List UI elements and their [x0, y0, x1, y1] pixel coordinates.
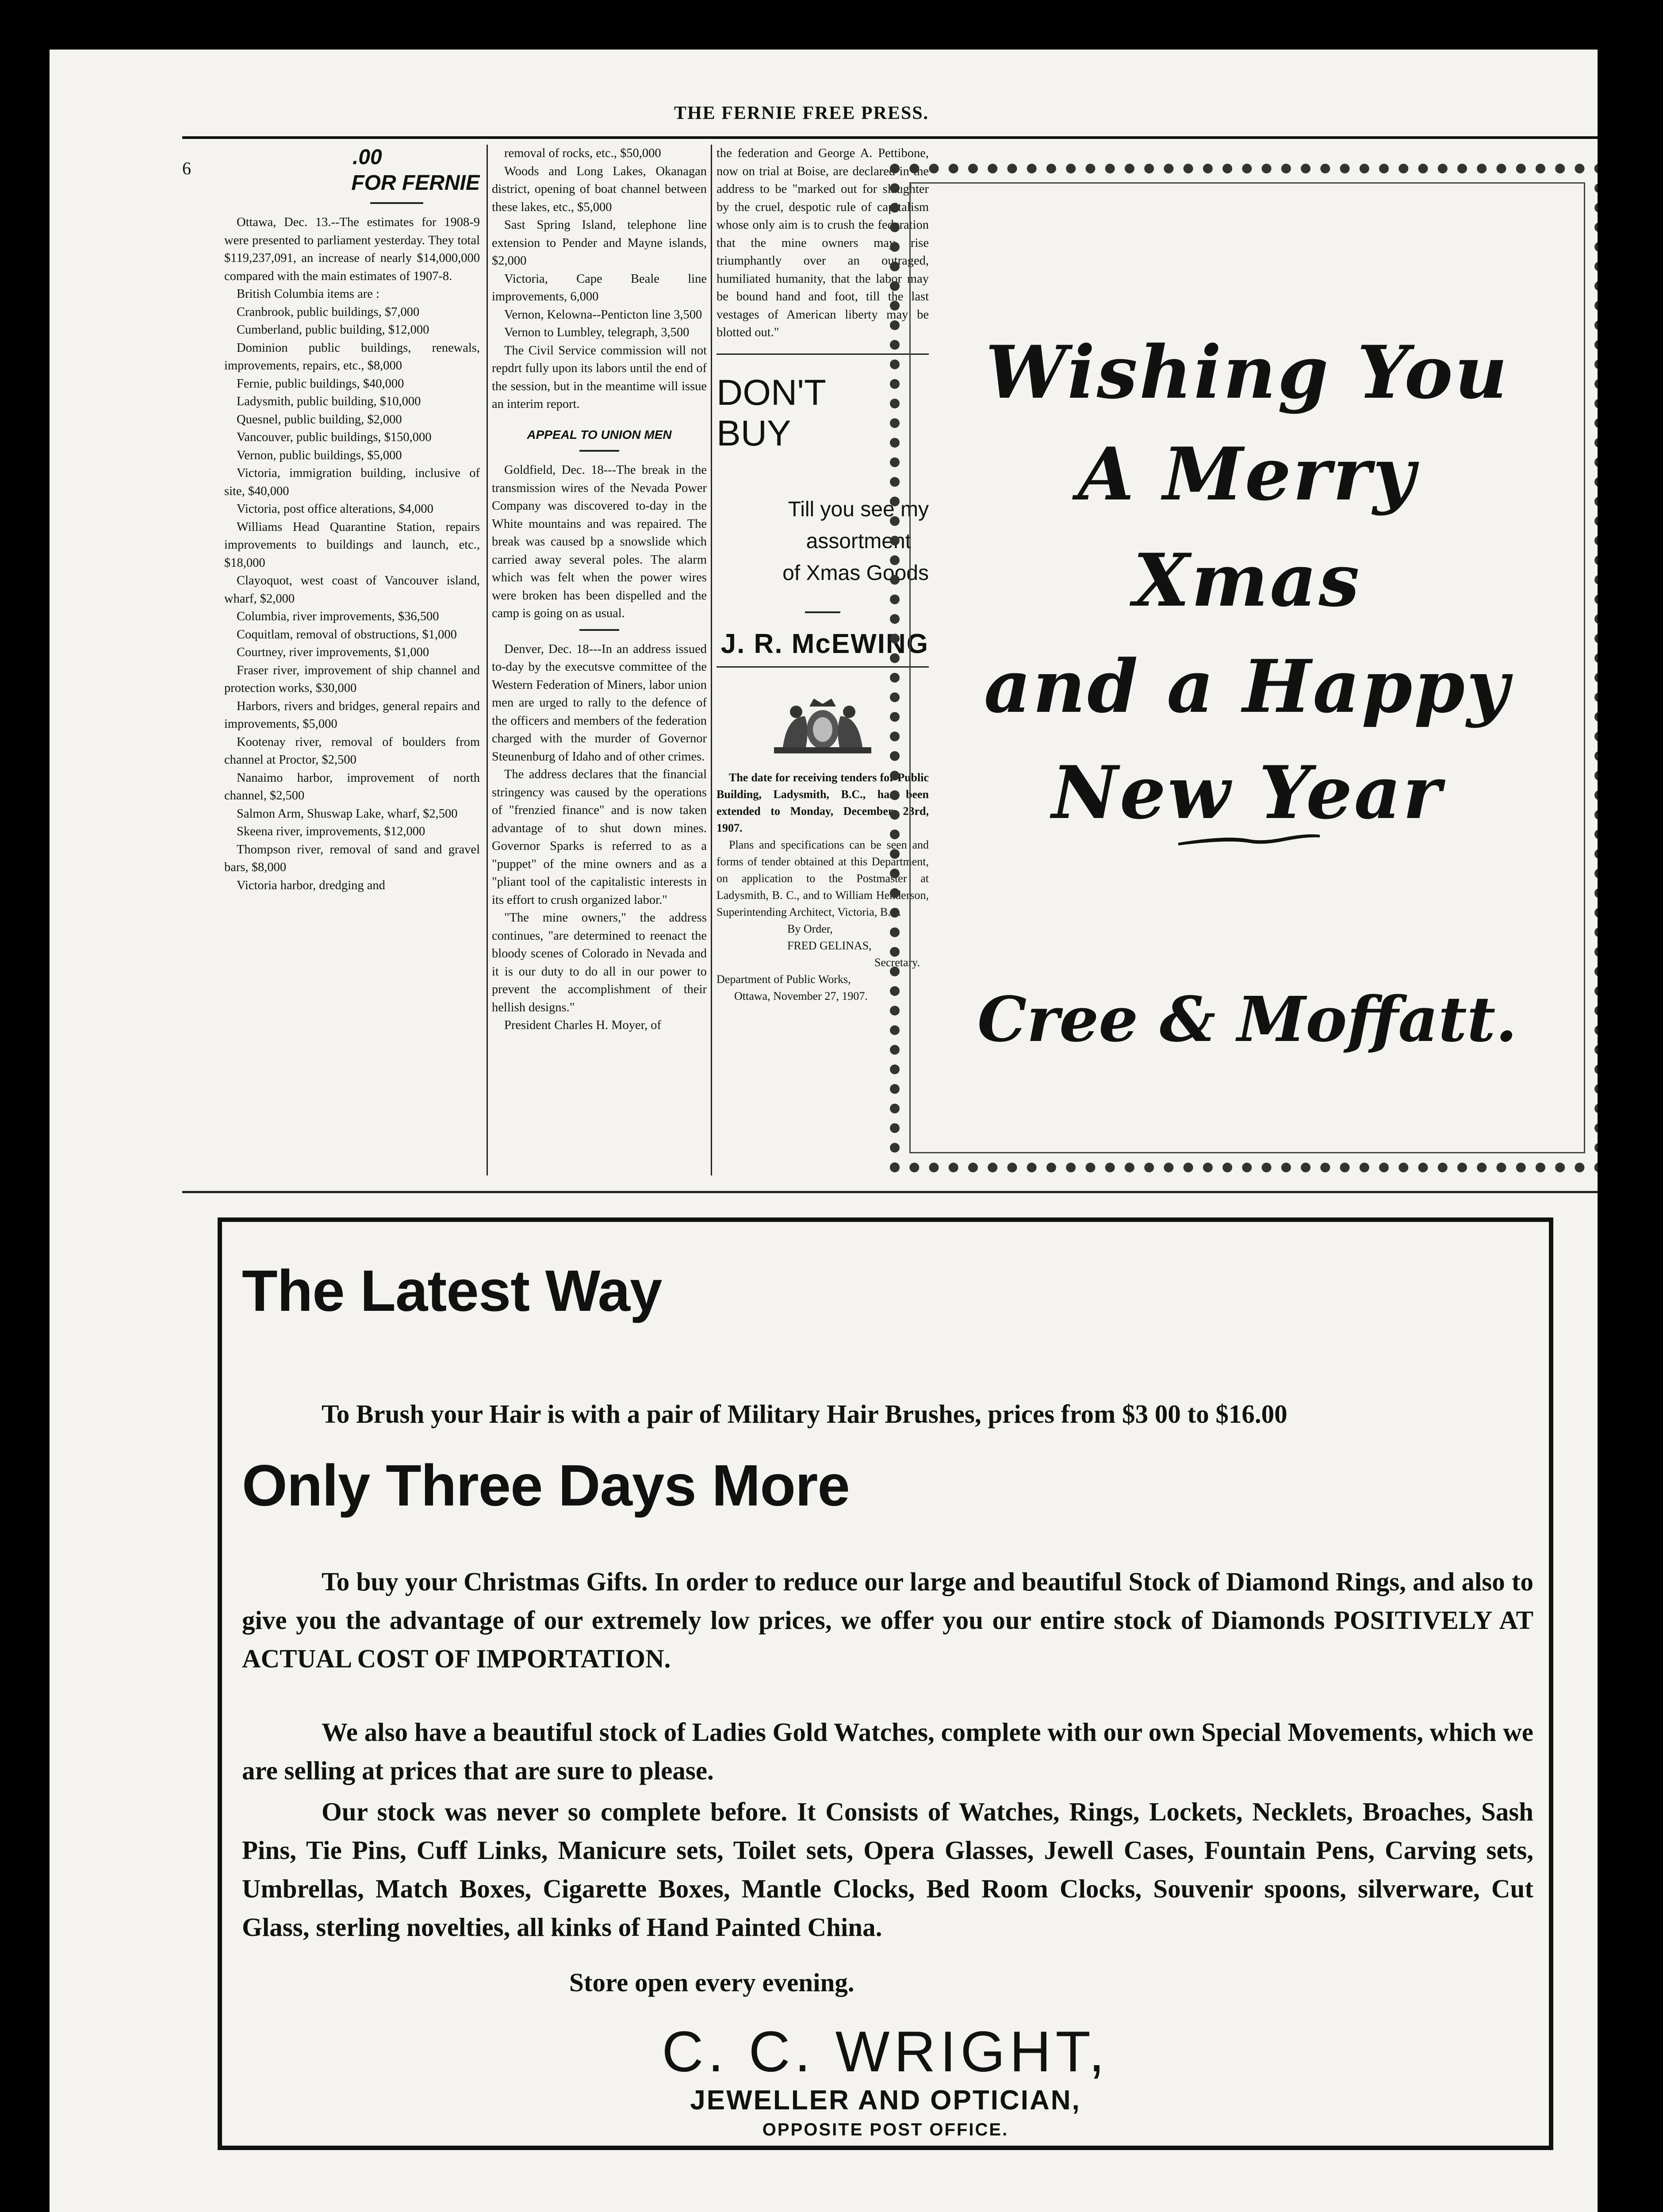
xmas-ad-signature: Cree & Moffatt.: [977, 983, 1517, 1056]
section-rule: [182, 1191, 1598, 1193]
article-paragraph: Denver, Dec. 18---In an address issued to-day by the executsve committee of the Western Federation of Miners, labor union men are urged to rally to the defence of the officers and members of the federation charged with the murder of Governor Steunenburg of Idaho and of other crimes.: [492, 642, 707, 764]
estimate-item: Skeena river, improvements, $12,000: [237, 825, 425, 838]
ad-title-latest: The Latest Way: [242, 1258, 662, 1323]
estimate-item: Cumberland, public building, $12,000: [237, 323, 429, 337]
mcewing-name: J. R. McEWING: [720, 628, 929, 659]
article-paragraph: "The mine owners," the address continues, "are determined to reenact the bloody scenes of Colorado in Nevada and it is our duty to do all in our power to prevent the accomplishment of their hellish designs.": [492, 911, 707, 1014]
estimates-amount: .00: [353, 146, 382, 169]
department-name: Department of Public Works,: [717, 973, 851, 986]
estimate-item: Kootenay river, removal of boulders from channel at Proctor, $2,500: [224, 735, 480, 767]
newspaper-page: [50, 50, 1598, 2212]
denver-article: [492, 641, 707, 1035]
till-line-2: assortment: [806, 529, 911, 553]
appeal-heading: APPEAL TO UNION MEN: [527, 427, 672, 442]
masthead-rule: [182, 136, 1598, 139]
federation-text: the federation and George A. Pettibone, now on trial at Boise, are declared in the address to be "marked out for slaughter by the cruel, despotic rule of capitalism whose only aim is to crush the federation that the mine owners may rise triumphantly over an outraged, humiliated humanity, that the labor may be bound hand and foot, till the last vestages of American liberty may be blotted out.": [717, 146, 929, 339]
page-number: 6: [182, 158, 191, 178]
heading-divider: [370, 202, 423, 204]
estimate-item: Victoria, post office alterations, $4,000: [237, 502, 433, 516]
estimate-item: Nanaimo harbor, improvement of north channel, $2,500: [224, 771, 480, 803]
estimate-item: Victoria, immigration building, inclusive of site, $40,000: [224, 466, 480, 498]
estimate-item: Fernie, public buildings, $40,000: [237, 376, 404, 391]
article-paragraph: The address declares that the financial stringency was caused by the operations of "frenzied finance" and is now taken advantage of to shut down mines. Governor Sparks is referred to as a "puppet" of the mine owners and as a "pliant tool of the capitalistic interests in its effort to crush organized labor.": [492, 768, 707, 907]
buy-text: BUY: [717, 413, 791, 453]
till-line-1: Till you see my: [788, 497, 929, 521]
ad-location: OPPOSITE POST OFFICE.: [762, 2120, 1009, 2139]
estimate-item: Vernon to Lumbley, telegraph, 3,500: [504, 326, 690, 339]
swash-ornament-icon: [1174, 825, 1324, 852]
estimate-item: Ladysmith, public building, $10,000: [237, 395, 421, 408]
estimate-item: Sast Spring Island, telephone line extension to Pender and Mayne islands, $2,000: [492, 218, 707, 268]
masthead: THE FERNIE FREE PRESS.: [674, 103, 929, 123]
estimate-item: Vernon, public buildings, $5,000: [237, 448, 402, 462]
dont-text: DON'T: [717, 372, 826, 413]
estimate-item: Clayoquot, west coast of Vancouver island, wharf, $2,000: [224, 574, 480, 606]
goldfield-article: [492, 461, 707, 623]
xmas-line-3: Xmas: [1133, 538, 1361, 623]
secretary-title: Secretary.: [874, 956, 920, 969]
estimate-item: Columbia, river improvements, $36,500: [237, 610, 439, 623]
ad-title-days: Only Three Days More: [242, 1453, 850, 1518]
estimate-item: Thompson river, removal of sand and gravel bars, $8,000: [224, 842, 480, 874]
till-line-3: of Xmas Goods: [782, 561, 929, 585]
estimate-item: Quesnel, public building, $2,000: [237, 412, 402, 426]
xmas-ad: [909, 182, 1585, 1153]
ad-profession: JEWELLER AND OPTICIAN,: [690, 2085, 1081, 2116]
ad-line-brushes: To Brush your Hair is with a pair of Military Hair Brushes, prices from $3 00 to $16.00: [322, 1399, 1287, 1429]
estimate-item: The Civil Service commission will not repdrt fully upon its labors until the end of the session, but in the meantime will issue an interim report.: [492, 343, 707, 411]
article-paragraph: Goldfield, Dec. 18---The break in the transmission wires of the Nevada Power Company was discovered to-day in the White mountains and was repaired. The break was caused bp a snowslide which carried away several poles. The alarm which was felt when the power wires were broken has been dispelled and the camp is going on as usual.: [492, 463, 707, 620]
ad-paragraph-2: [242, 1713, 1533, 1790]
estimate-item: Victoria, Cape Beale line improvements, 6,000: [492, 272, 707, 303]
article-paragraph: President Charles H. Moyer, of: [504, 1018, 662, 1032]
estimate-item: Ottawa, Dec. 13.--The estimates for 1908-9 were presented to parliament yesterday. They total $119,237,091, an increase of nearly $14,000,000 compared with the main estimates of 1907-8.: [224, 215, 480, 283]
estimate-item: Harbors, rivers and bridges, general repairs and improvements, $5,000: [224, 699, 480, 731]
ad-store-open: Store open every evening.: [569, 1968, 854, 1997]
estimate-item: Vancouver, public buildings, $150,000: [237, 430, 432, 444]
by-order: By Order,: [787, 922, 833, 935]
ad-paragraph-2-text: We also have a beautiful stock of Ladies Gold Watches, complete with our own Special Movements, which we are selling at prices that are sure to please.: [242, 1717, 1533, 1785]
estimate-item: Cranbrook, public buildings, $7,000: [237, 305, 420, 319]
ad-business-name: C. C. WRIGHT,: [662, 2019, 1109, 2084]
estimate-item: removal of rocks, etc., $50,000: [504, 146, 661, 160]
plans-notice: Plans and specifications can be seen and forms of tender obtained at this Department, on application to the Postmaster at Ladysmith, B. C., and to William Henderson, Superintending Architect, Victoria, B.C.: [717, 838, 929, 918]
tender-notice: The date for receiving tenders for Public Building, Ladysmith, B.C., has been extended to Monday, December 23rd, 1907.: [717, 771, 929, 834]
estimate-item: British Columbia items are :: [237, 287, 379, 301]
ad-paragraph-1: [242, 1563, 1533, 1678]
royal-crest-icon: [756, 681, 889, 760]
notice-date: Ottawa, November 27, 1907.: [734, 990, 868, 1002]
estimate-item: Vernon, Kelowna--Penticton line 3,500: [504, 307, 702, 322]
estimate-item: Williams Head Quarantine Station, repairs improvements to buildings and launch, etc., $18,000: [224, 520, 480, 570]
ad-paragraph-3-text: Our stock was never so complete before. It Consists of Watches, Rings, Lockets, Necklets, Broaches, Sash Pins, Tie Pins, Cuff Links, Manicure sets, Toilet sets, Opera Glasses, Jewell Cases, Fountain Pens, Carving sets, Umbrellas, Match Boxes, Cigarette Boxes, Mantle Clocks, Bed Room Clocks, Souvenir spoons, silverware, Cut Glass, sterling novelties, all kinks of Hand Painted China.: [242, 1797, 1533, 1942]
estimate-item: Victoria harbor, dredging and: [237, 878, 385, 892]
article-divider: [579, 629, 619, 631]
xmas-line-5: New Year: [1051, 750, 1443, 835]
appeal-divider: [579, 450, 619, 452]
estimates-body: [224, 214, 480, 895]
estimate-item: Salmon Arm, Shuswap Lake, wharf, $2,500: [237, 806, 458, 821]
mcewing-divider: [805, 611, 840, 613]
estimate-item: Woods and Long Lakes, Okanagan district, opening of boat channel between these lakes, etc., $5,000: [492, 164, 707, 214]
xmas-line-2: A Merry: [1077, 431, 1417, 517]
estimates-heading: FOR FERNIE: [351, 171, 480, 195]
xmas-line-4: and a Happy: [984, 644, 1511, 729]
column-news: [492, 145, 707, 1173]
estimate-item: Dominion public buildings, renewals, improvements, repairs, etc., $8,000: [224, 341, 480, 373]
wright-ad: [218, 1217, 1553, 2150]
column-estimates: [224, 145, 480, 1173]
estimates-continued: [492, 145, 707, 414]
estimate-item: Courtney, river improvements, $1,000: [237, 645, 429, 659]
estimate-item: Coquitlam, removal of obstructions, $1,000: [237, 627, 457, 641]
estimate-item: Fraser river, improvement of ship channel and protection works, $30,000: [224, 663, 480, 695]
xmas-line-1: Wishing You: [985, 330, 1509, 415]
secretary-name: FRED GELINAS,: [787, 939, 872, 952]
column-rule: [487, 145, 488, 1175]
ad-paragraph-3: [242, 1793, 1533, 1947]
column-rule: [711, 145, 712, 1175]
ad-paragraph-1-text: To buy your Christmas Gifts. In order to reduce our large and beautiful Stock of Diamond Rings, and also to give you the advantage of our extremely low prices, we offer you our entire stock of Diamonds POSITIVELY AT ACTUAL COST OF IMPORTATION.: [242, 1567, 1533, 1673]
